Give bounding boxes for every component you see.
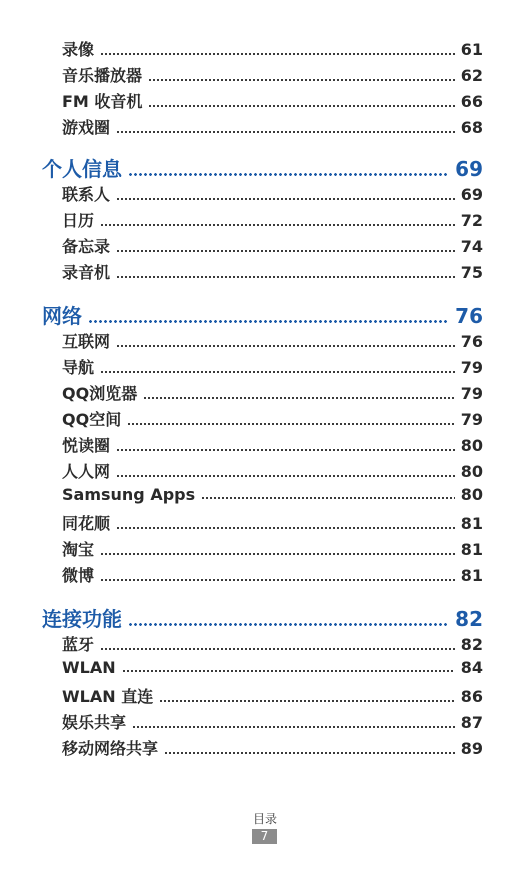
- toc-entry[interactable]: [62, 407, 483, 430]
- toc-entry[interactable]: [62, 355, 483, 378]
- dot-leader: [148, 79, 455, 81]
- toc-section-heading[interactable]: [42, 153, 483, 182]
- toc-entry[interactable]: [62, 89, 483, 112]
- toc-entry[interactable]: [62, 485, 483, 504]
- dot-leader: [116, 276, 455, 278]
- dot-leader: [143, 397, 455, 399]
- toc-section-page: 76: [455, 304, 483, 328]
- toc-entry-page: 79: [460, 384, 483, 403]
- dot-leader: [122, 670, 455, 672]
- dot-leader: [116, 527, 455, 529]
- toc-entry-label: 备忘录: [62, 237, 111, 256]
- toc-entry-label: 微博: [62, 566, 95, 585]
- dot-leader: [148, 105, 454, 107]
- toc-section-label: 网络: [42, 304, 82, 328]
- toc-entry-label: 联系人: [62, 185, 111, 204]
- toc-entry-label: 同花顺: [62, 514, 111, 533]
- dot-leader: [116, 475, 455, 477]
- toc-entry[interactable]: [62, 632, 483, 655]
- toc-entry-page: 81: [460, 566, 483, 585]
- toc-section-label: 个人信息: [42, 157, 122, 181]
- toc-entry[interactable]: [62, 260, 483, 283]
- toc-entry-page: 80: [460, 462, 483, 481]
- toc-section-page: 82: [455, 607, 483, 631]
- dot-leader: [127, 423, 455, 425]
- footer-section-label: 目录: [252, 812, 277, 826]
- toc-entry[interactable]: [62, 459, 483, 482]
- toc-entry-label: 录像: [62, 40, 95, 59]
- toc-entry-page: 81: [460, 540, 483, 559]
- toc-entry-page: 68: [460, 118, 483, 137]
- toc-entry[interactable]: [62, 710, 483, 733]
- toc-entry-page: 87: [460, 713, 483, 732]
- dot-leader: [116, 345, 455, 347]
- dot-leader: [100, 371, 455, 373]
- dot-leader: [100, 53, 455, 55]
- toc-entry[interactable]: [62, 115, 483, 138]
- toc-entry[interactable]: [62, 208, 483, 231]
- toc-entry[interactable]: [62, 563, 483, 586]
- dot-leader: [116, 131, 455, 133]
- dot-leader: [116, 198, 455, 200]
- toc-entry-label: 互联网: [62, 332, 111, 351]
- toc-entry-label: WLAN: [62, 658, 116, 677]
- toc-entry-page: 82: [460, 635, 483, 654]
- toc-entry-page: 66: [460, 92, 483, 111]
- toc-entry[interactable]: [62, 736, 483, 759]
- toc-entry-label: 导航: [62, 358, 95, 377]
- toc-section-page: 69: [455, 157, 483, 181]
- toc-entry[interactable]: [62, 684, 483, 707]
- toc-entry-label: QQ浏览器: [62, 384, 138, 403]
- toc-entry[interactable]: [62, 182, 483, 205]
- toc-entry[interactable]: [62, 381, 483, 404]
- toc-entry[interactable]: [62, 511, 483, 534]
- toc-entry[interactable]: [62, 433, 483, 456]
- toc-entry[interactable]: [62, 234, 483, 257]
- dot-leader: [201, 497, 455, 499]
- toc-entry-page: 80: [460, 485, 483, 504]
- toc-entry[interactable]: [62, 537, 483, 560]
- toc-entry-label: 录音机: [62, 263, 111, 282]
- toc-entry[interactable]: [62, 63, 483, 86]
- toc-entry-page: 62: [460, 66, 483, 85]
- toc-entry-page: 80: [460, 436, 483, 455]
- toc-section-label: 连接功能: [42, 607, 122, 631]
- toc-entry-page: 74: [460, 237, 483, 256]
- dot-leader: [159, 700, 455, 702]
- toc-entry-page: 84: [460, 658, 483, 677]
- toc-entry-page: 79: [460, 358, 483, 377]
- dot-leader: [100, 579, 455, 581]
- toc-entry-page: 75: [460, 263, 483, 282]
- toc-entry-label: 蓝牙: [62, 635, 95, 654]
- toc-section-heading[interactable]: [42, 603, 483, 632]
- dot-leader: [164, 752, 455, 754]
- dot-leader: [100, 224, 455, 226]
- toc-entry-label: 移动网络共享: [62, 739, 159, 758]
- toc-entry[interactable]: [62, 329, 483, 352]
- toc-entry-page: 69: [460, 185, 483, 204]
- toc-entry-label: 娱乐共享: [62, 713, 127, 732]
- toc-entry-page: 86: [460, 687, 483, 706]
- toc-entry-page: 81: [460, 514, 483, 533]
- dot-leader: [116, 449, 455, 451]
- dot-leader: [88, 320, 449, 323]
- toc-entry-label: QQ空间: [62, 410, 122, 429]
- dot-leader: [116, 250, 455, 252]
- dot-leader: [100, 553, 455, 555]
- toc-entry-label: 淘宝: [62, 540, 95, 559]
- footer-page-number: 7: [252, 829, 277, 844]
- toc-entry-page: 79: [460, 410, 483, 429]
- toc-entry-label: 悦读圈: [62, 436, 111, 455]
- toc-entry-label: Samsung Apps: [62, 485, 196, 504]
- toc-entry-page: 72: [460, 211, 483, 230]
- toc-entry-label: 游戏圈: [62, 118, 111, 137]
- toc-entry-label: 人人网: [62, 462, 111, 481]
- toc-entry-page: 61: [460, 40, 483, 59]
- toc-entry-label: 日历: [62, 211, 95, 230]
- dot-leader: [132, 726, 455, 728]
- dot-leader: [128, 173, 449, 176]
- toc-entry-page: 76: [460, 332, 483, 351]
- toc-entry-label: WLAN 直连: [62, 687, 154, 706]
- toc-entry[interactable]: [62, 658, 483, 677]
- toc-entry[interactable]: [62, 37, 483, 60]
- toc-entry-label: 音乐播放器: [62, 66, 143, 85]
- dot-leader: [100, 648, 455, 650]
- toc-section-heading[interactable]: [42, 300, 483, 329]
- toc-entry-label: FM 收音机: [62, 92, 143, 111]
- toc-entry-page: 89: [460, 739, 483, 758]
- dot-leader: [128, 623, 449, 626]
